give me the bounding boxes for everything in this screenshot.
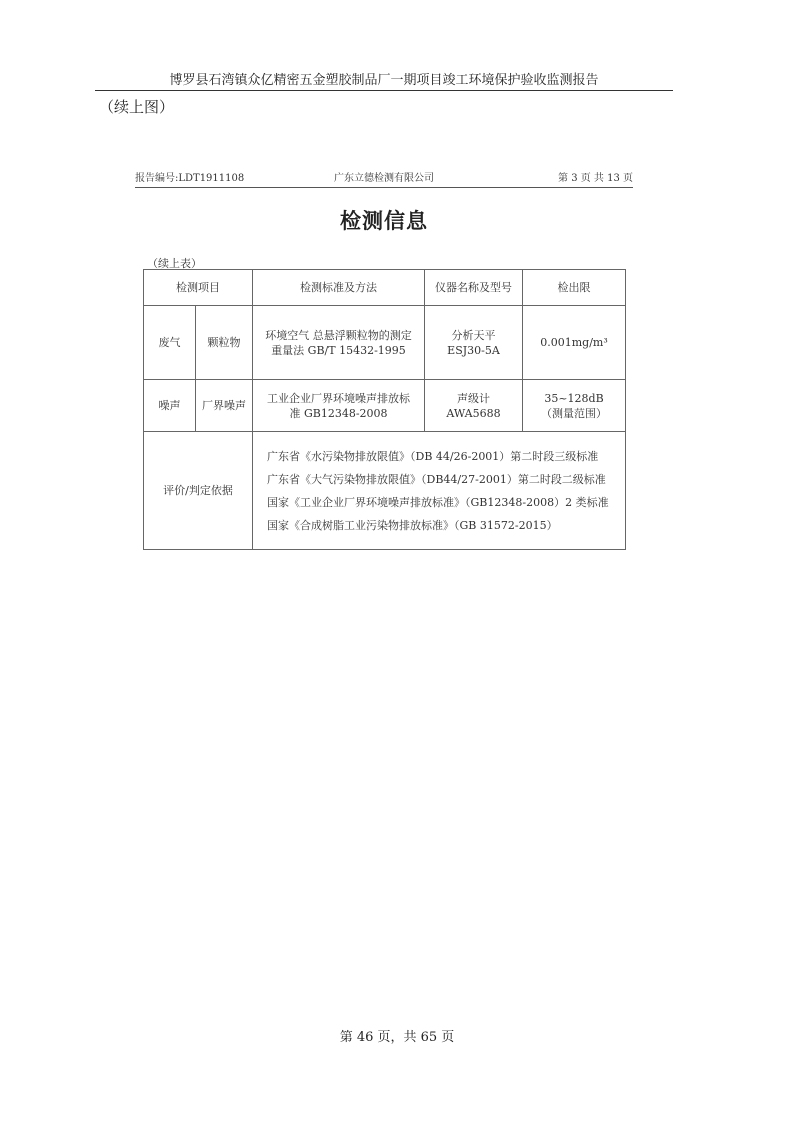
instrument-model: ESJ30-5A [447,343,500,357]
row-method [253,306,425,380]
method-line: 准 GB12348-2008 [289,406,388,420]
embedded-report-image [135,165,633,565]
report-company: 广东立德检测有限公司 [334,173,434,184]
report-page-info: 第 3 页 共 13 页 [558,173,633,184]
document-header: 博罗县石湾镇众亿精密五金塑胶制品厂一期项目竣工环境保护验收监测报告 [95,71,673,91]
basis-item: 广东省《水污染物排放限值》（DB 44/26-2001）第二时段三级标准 [267,449,599,463]
method-line: 工业企业厂界环境噪声排放标 [267,391,410,405]
instrument-name: 分析天平 [451,328,496,342]
instrument-model: AWA5688 [446,406,501,420]
basis-item: 国家《合成树脂工业污染物排放标准》（GB 31572-2015） [267,518,558,532]
header-method: 检测标准及方法 [253,270,425,306]
row-instrument [425,306,523,380]
row-item: 厂界噪声 [196,380,253,432]
row-item: 颗粒物 [196,306,253,380]
report-title: 检测信息 [340,209,428,233]
header-item: 检测项目 [144,270,253,306]
limit-note: （测量范围） [541,406,607,420]
row-category: 噪声 [144,380,196,432]
limit-value: 0.001mg/m³ [540,336,608,349]
table-continued-label: （续上表） [147,257,202,270]
method-line: 重量法 GB/T 15432-1995 [271,343,406,357]
method-line: 环境空气 总悬浮颗粒物的测定 [265,328,412,342]
report-number: 报告编号:LDT1911108 [135,173,245,184]
basis-label: 评价/判定依据 [144,432,253,550]
row-limit [523,306,626,380]
page-footer: 第 46 页，共 65 页 [339,1030,455,1045]
limit-value: 35~128dB [544,391,604,405]
report-header [135,171,633,188]
header-instrument: 仪器名称及型号 [425,270,523,306]
table-row [144,380,626,432]
basis-item: 广东省《大气污染物排放限值》（DB44/27-2001）第二时段二级标准 [267,472,606,486]
instrument-name: 声级计 [457,391,490,405]
row-limit [523,380,626,432]
header-limit: 检出限 [523,270,626,306]
continued-label: （续上图） [99,98,175,116]
row-category: 废气 [144,306,196,380]
row-method [253,380,425,432]
basis-list [253,432,626,550]
detection-info-table [143,269,626,550]
row-instrument [425,380,523,432]
table-header-row [144,270,626,306]
basis-item: 国家《工业企业厂界环境噪声排放标准》（GB12348-2008）2 类标准 [267,495,609,509]
table-row [144,306,626,380]
basis-row [144,432,626,550]
